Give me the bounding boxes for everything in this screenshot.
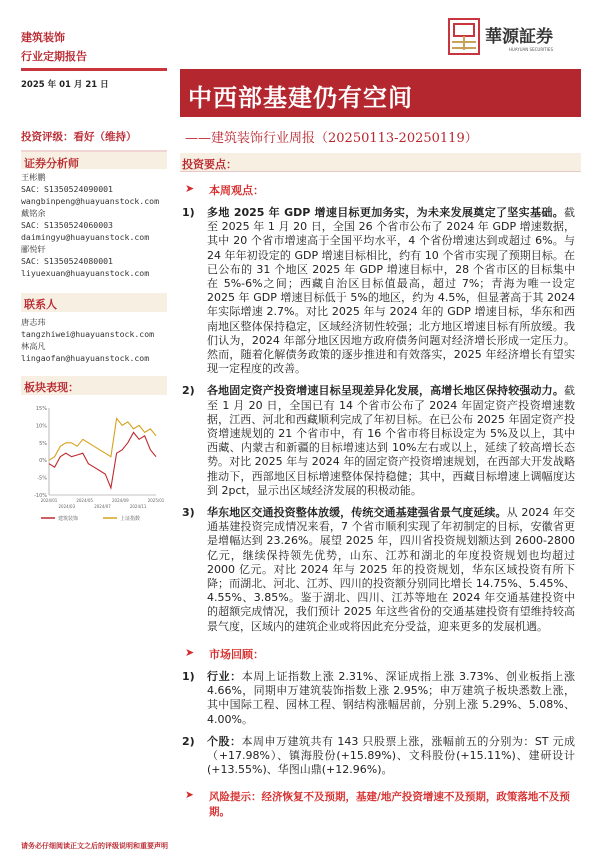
x-tick-label: 2024/07 [94,504,111,509]
legend-label: 上证指数 [120,516,141,522]
risk-warning [185,789,575,819]
y-tick-label: 15% [35,406,47,412]
x-tick-label: 2024/11 [129,504,147,509]
rating: 投资评级：看好（维持） [21,131,137,143]
footer-disclaimer: 请务必仔细阅读正文之后的评级说明和重要声明 [21,842,168,851]
report-body [0,178,600,857]
market-item [182,735,575,778]
logo [448,18,553,55]
item-text: 本周申万建筑共有 143 只股票上涨，涨幅前五的分别为：ST 元成（+17.98%）、镇海股份(+15.89%)、文科股份(+15.11%)、建研设计(+13.55%)、华图山鼎(+12.96%)。 [207,734,576,777]
analyst-email[interactable]: liyuexuan@huayuanstock.com [21,268,150,278]
analyst-sac: SAC：S1350524090001 [21,184,113,194]
x-tick-label: 2024/05 [76,498,93,503]
legend-label: 建筑装饰 [58,516,79,522]
y-tick-label: 0% [39,458,47,465]
contact-name: 唐志玮 [21,317,46,327]
item-number: 1) [182,206,195,219]
x-tick-label: 2025/01 [147,498,165,503]
view-item [182,384,575,498]
contact-email[interactable]: lingaofan@huayuanstock.com [21,353,150,363]
y-tick-label: 10% [35,423,47,430]
y-tick-label: -10% [34,493,47,499]
page-subtitle: ——建筑装饰行业周报（20250113-20250119） [185,131,478,146]
item-headline: 各地固定资产投资增速目标呈现差异化发展，高增长地区保持较强动力。 [207,384,564,398]
view-item [182,206,575,376]
analyst-name: 郦悦轩 [21,244,46,254]
item-headline: 个股： [207,734,242,748]
market-section-header [185,646,575,662]
item-number: 3) [182,506,195,520]
y-tick-label: -5% [37,475,47,482]
arrow-icon: ➤ [185,645,195,659]
logo-subtext: HUAYUAN SECURITIES [508,46,553,52]
section-title: 市场回顾： [209,647,264,661]
item-text: 本周上证指数上涨 2.31%、深证成指上涨 3.73%、创业板指上涨 4.66%，同期申万建筑装饰指数上涨 2.95%；申万建筑子板块悉数上涨，其中国际工程、园林工程、钢结构涨幅居前，分别上涨 5.29%、5.08%、4.00%。 [207,669,575,726]
analyst-email[interactable]: daimingyu@huayuanstock.com [21,232,150,242]
contact-name: 林高凡 [21,341,46,351]
item-headline: 华东地区交通投资整体放缓，传统交通基建强省景气度延续。 [207,506,507,520]
logo-seal-icon [448,18,480,55]
contacts-header: 联系人 [21,293,167,312]
view-item [182,506,575,634]
analyst-email[interactable]: wangbinpeng@huayuanstock.com [21,196,160,206]
contact-email[interactable]: tangzhiwei@huayuanstock.com [21,329,155,339]
arrow-icon: ➤ [185,182,195,195]
report-type-label: 行业定期报告 [21,50,87,63]
key-points-header: 投资要点： [180,153,581,172]
market-item [182,670,575,727]
page-title: 中西部基建仍有空间 [180,69,581,117]
report-date: 2025 年 01 月 21 日 [21,80,109,90]
analyst-name: 王彬鹏 [21,172,46,182]
analyst-name: 戴铭余 [21,208,46,218]
item-text: 截至 2025 年 1 月 20 日，全国 26 个省市公布了 2024 年 GDP 增速数据，其中 20 个省市增速高于全国平均水平，4 个省份增速达到或超过 6%。与 24 年年初设定的 GDP 增速目标相比，约有 10 个省市实现了预期目标。在已公布的 31 个地区 2025 年 GDP 增速目标中，28 个省市区的目标集中在 5%-6%之间；西藏自治区目标值最高，超过 7%；青海为唯一设定 2025 年 GDP 增速目标低于 5%的地区，约为 4.5%，但显著高于其 2024 年实际增速 2.7%。对比 2025 年与 2024 年的 GDP 增速目标，华东和西南地区整体保持稳定，区域经济韧性较强；北方地区增速目标有所放缓。我们认为，2024 年部分地区因地方政府债务问题对经济增长形成一定压力。然而，随着化解债务政策的逐步推进和有效落实，2025 年经济增长有望实现一定程度的改善。 [207,206,575,376]
analyst-sac: SAC：S1350524080001 [21,256,113,266]
analysts-header: 证券分析师 [21,150,167,169]
item-text: 从 2024 年交通基建投资完成情况来看，7 个省市顺利实现了年初制定的目标，安徽省更是增幅达到 23.26%。展望 2025 年，四川省投资规划额达到 2600-2800 亿元，继续保持领先优势，山东、江苏和湖北的年度投资规划也均超过 2000 亿元。对比 2024 年与 2025 年的投资规划，华东区域投资有所下降；而湖北、河北、江苏、四川的投资额分别同比增长 14.75%、5.45%、4.55%、3.85%。鉴于湖北、四川、江苏等地在 2024 年交通基建投资中的超额完成情况，我们预计 2025 年这些省份的交通基建投资有望维持较高景气度，区域内的建筑企业或将因此充分受益，迎来更多的发展机遇。 [207,506,575,633]
y-tick-label: 5% [39,440,47,447]
item-headline: 多地 2025 年 GDP 增速目标更加务实，为未来发展奠定了坚实基础。 [207,206,564,219]
item-text: 截至 1 月 20 日，全国已有 14 个省市公布了 2024 年固定资产投资增速数据，江西、河北和西藏顺利完成了年初目标。在已公布 2025 年固定资产投资增速规划的 21 个省市中，有 16 个省市将目标设定为 5%及以上，其中西藏、内蒙古和新疆的目标增速达到 10%左右或以上，延续了较高增长态势。对比 2025 年与 2024 年的固定资产投资增速规划，在西部大开发战略推动下，西部地区目标增速整体保持稳健；其中，西藏目标增速上调幅度达到 2pct，显示出区域经济发展的积极动能。 [207,384,575,497]
item-number: 2) [182,384,195,398]
risk-text: 风险提示：经济恢复不及预期，基建/地产投资增速不及预期，政策落地不及预期。 [209,791,570,819]
logo-text: 華源証券 [485,26,553,47]
item-number: 2) [182,734,195,748]
section-title: 本周观点： [209,184,264,197]
arrow-icon: ➤ [185,789,194,802]
x-tick-label: 2024/09 [112,498,129,503]
sector-header: 板块表现： [21,376,167,395]
item-headline: 行业： [207,669,242,683]
view-section-header [185,182,575,198]
x-tick-label: 2024/03 [58,504,76,509]
item-number: 1) [182,669,195,683]
analyst-sac: SAC：S1350524060003 [21,220,113,230]
x-tick-label: 2024/01 [40,498,58,503]
industry-label: 建筑装饰 [21,31,65,44]
divider [21,68,167,71]
